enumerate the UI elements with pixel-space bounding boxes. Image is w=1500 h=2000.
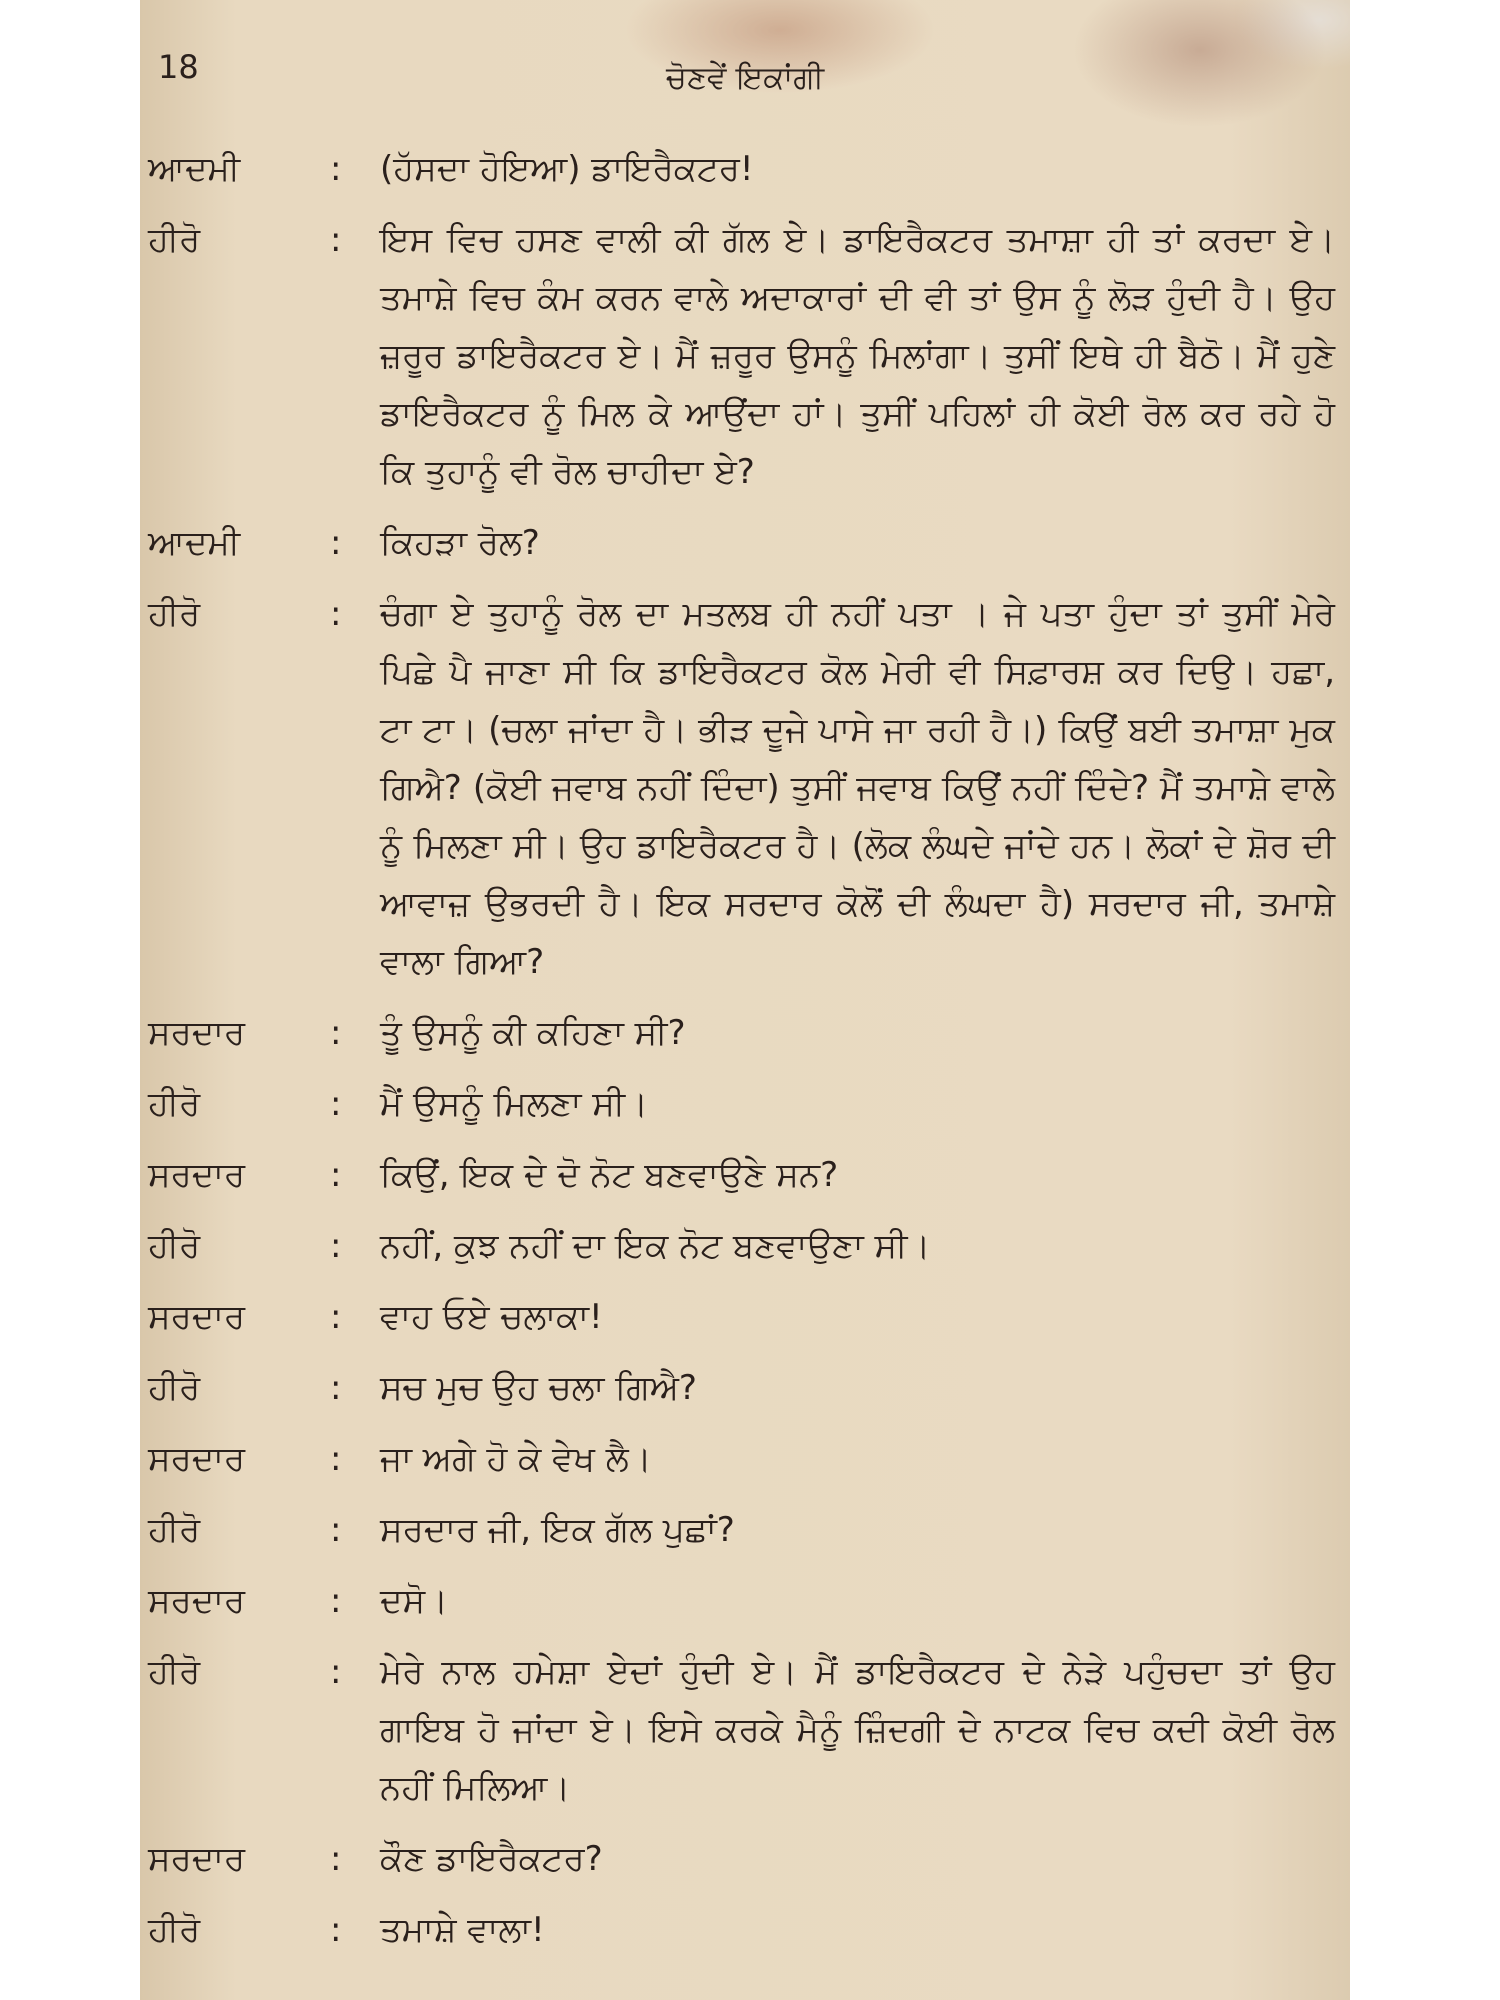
book-page — [140, 0, 1350, 2000]
dialogue-entry — [140, 1430, 1350, 1488]
speech-text: ਸਚ ਮੁਚ ਉਹ ਚਲਾ ਗਿਐ? — [380, 1368, 697, 1408]
separator: : — [330, 1226, 342, 1266]
separator: : — [330, 1084, 342, 1124]
separator: : — [330, 523, 342, 563]
speech-text: ਕੌਣ ਡਾਇਰੈਕਟਰ? — [380, 1839, 603, 1879]
speech-text: ਮੇਰੇ ਨਾਲ ਹਮੇਸ਼ਾ ਏਦਾਂ ਹੁੰਦੀ ਏ। ਮੈਂ ਡਾਇਰੈਕਟਰ ਦੇ ਨੇੜੇ ਪਹੁੰਚਦਾ ਤਾਂ ਉਹ ਗਾਇਬ ਹੋ ਜਾਂਦਾ ਏ। ਇਸੇ ਕਰਕੇ ਮੈਨੂੰ ਜ਼ਿੰਦਗੀ ਦੇ ਨਾਟਕ ਵਿਚ ਕਦੀ ਕੋਈ ਰੋਲ ਨਹੀਂ ਮਿਲਿਆ। — [380, 1652, 1335, 1808]
speech-text: ਤਮਾਸ਼ੇ ਵਾਲਾ! — [380, 1910, 545, 1950]
separator: : — [330, 1155, 342, 1195]
speech-text: ਕਿਉਂ, ਇਕ ਦੇ ਦੋ ਨੋਟ ਬਣਵਾਉਣੇ ਸਨ? — [380, 1155, 839, 1195]
dialogue-entry — [140, 1359, 1350, 1417]
page-number: 18 — [158, 48, 199, 86]
speaker-name: ਸਰਦਾਰ — [148, 1581, 246, 1621]
dialogue-entry — [140, 514, 1350, 572]
speech-text: ਕਿਹੜਾ ਰੋਲ? — [380, 523, 540, 563]
speech-text: ਦਸੋ। — [380, 1581, 449, 1621]
separator: : — [330, 1510, 342, 1550]
page-header — [140, 44, 1350, 100]
speech-text: ਵਾਹ ਓਏ ਚਲਾਕਾ! — [380, 1297, 603, 1337]
speaker-name: ਹੀਰੋ — [148, 1226, 201, 1266]
separator: : — [330, 1013, 342, 1053]
speaker-name: ਹੀਰੋ — [148, 1084, 201, 1124]
speaker-name: ਸਰਦਾਰ — [148, 1839, 246, 1879]
speaker-name: ਹੀਰੋ — [148, 1368, 201, 1408]
dialogue-entry — [140, 585, 1350, 991]
separator: : — [330, 149, 342, 189]
dialogue-list — [140, 140, 1350, 1972]
speaker-name: ਸਰਦਾਰ — [148, 1013, 246, 1053]
separator: : — [330, 1652, 342, 1692]
separator: : — [330, 1297, 342, 1337]
separator: : — [330, 1368, 342, 1408]
speech-text: ਨਹੀਂ, ਕੁਝ ਨਹੀਂ ਦਾ ਇਕ ਨੋਟ ਬਣਵਾਉਣਾ ਸੀ। — [380, 1226, 931, 1266]
speaker-name: ਹੀਰੋ — [148, 1910, 201, 1950]
speech-text: ਮੈਂ ਉਸਨੂੰ ਮਿਲਣਾ ਸੀ। — [380, 1084, 649, 1124]
speaker-name: ਸਰਦਾਰ — [148, 1155, 246, 1195]
dialogue-entry — [140, 1004, 1350, 1062]
dialogue-entry — [140, 140, 1350, 198]
speaker-name: ਹੀਰੋ — [148, 220, 201, 260]
separator: : — [330, 220, 342, 260]
book-title: ਚੋਣਵੇਂ ਇਕਾਂਗੀ — [665, 60, 825, 96]
dialogue-entry — [140, 1572, 1350, 1630]
separator: : — [330, 594, 342, 634]
separator: : — [330, 1910, 342, 1950]
speaker-name: ਸਰਦਾਰ — [148, 1297, 246, 1337]
dialogue-entry — [140, 1217, 1350, 1275]
speaker-name: ਸਰਦਾਰ — [148, 1439, 246, 1479]
dialogue-entry — [140, 1643, 1350, 1817]
speaker-name: ਆਦਮੀ — [148, 149, 241, 189]
speech-text: ਜਾ ਅਗੇ ਹੋ ਕੇ ਵੇਖ ਲੈ। — [380, 1439, 652, 1479]
speech-text: (ਹੱਸਦਾ ਹੋਇਆ) ਡਾਇਰੈਕਟਰ! — [380, 149, 754, 189]
dialogue-entry — [140, 211, 1350, 501]
speech-text: ਇਸ ਵਿਚ ਹਸਣ ਵਾਲੀ ਕੀ ਗੱਲ ਏ। ਡਾਇਰੈਕਟਰ ਤਮਾਸ਼ਾ ਹੀ ਤਾਂ ਕਰਦਾ ਏ। ਤਮਾਸ਼ੇ ਵਿਚ ਕੰਮ ਕਰਨ ਵਾਲੇ ਅਦਾਕਾਰਾਂ ਦੀ ਵੀ ਤਾਂ ਉਸ ਨੂੰ ਲੋੜ ਹੁੰਦੀ ਹੈ। ਉਹ ਜ਼ਰੂਰ ਡਾਇਰੈਕਟਰ ਏ। ਮੈਂ ਜ਼ਰੂਰ ਉਸਨੂੰ ਮਿਲਾਂਗਾ। ਤੁਸੀਂ ਇਥੇ ਹੀ ਬੈਠੋ। ਮੈਂ ਹੁਣੇ ਡਾਇਰੈਕਟਰ ਨੂੰ ਮਿਲ ਕੇ ਆਉਂਦਾ ਹਾਂ। ਤੁਸੀਂ ਪਹਿਲਾਂ ਹੀ ਕੋਈ ਰੋਲ ਕਰ ਰਹੇ ਹੋ ਕਿ ਤੁਹਾਨੂੰ ਵੀ ਰੋਲ ਚਾਹੀਦਾ ਏ? — [380, 220, 1335, 492]
speaker-name: ਹੀਰੋ — [148, 1652, 201, 1692]
dialogue-entry — [140, 1830, 1350, 1888]
dialogue-entry — [140, 1075, 1350, 1133]
separator: : — [330, 1839, 342, 1879]
dialogue-entry — [140, 1901, 1350, 1959]
separator: : — [330, 1581, 342, 1621]
speaker-name: ਆਦਮੀ — [148, 523, 241, 563]
speech-text: ਤੂੰ ਉਸਨੂੰ ਕੀ ਕਹਿਣਾ ਸੀ? — [380, 1013, 686, 1053]
speaker-name: ਹੀਰੋ — [148, 1510, 201, 1550]
separator: : — [330, 1439, 342, 1479]
speech-text: ਚੰਗਾ ਏ ਤੁਹਾਨੂੰ ਰੋਲ ਦਾ ਮਤਲਬ ਹੀ ਨਹੀਂ ਪਤਾ । ਜੇ ਪਤਾ ਹੁੰਦਾ ਤਾਂ ਤੁਸੀਂ ਮੇਰੇ ਪਿਛੇ ਪੈ ਜਾਣਾ ਸੀ ਕਿ ਡਾਇਰੈਕਟਰ ਕੋਲ ਮੇਰੀ ਵੀ ਸਿਫ਼ਾਰਸ਼ ਕਰ ਦਿਉ। ਹਛਾ, ਟਾ ਟਾ। (ਚਲਾ ਜਾਂਦਾ ਹੈ। ਭੀੜ ਦੂਜੇ ਪਾਸੇ ਜਾ ਰਹੀ ਹੈ।) ਕਿਉਂ ਬਈ ਤਮਾਸ਼ਾ ਮੁਕ ਗਿਐ? (ਕੋਈ ਜਵਾਬ ਨਹੀਂ ਦਿੰਦਾ) ਤੁਸੀਂ ਜਵਾਬ ਕਿਉਂ ਨਹੀਂ ਦਿੰਦੇ? ਮੈਂ ਤਮਾਸ਼ੇ ਵਾਲੇ ਨੂੰ ਮਿਲਣਾ ਸੀ। ਉਹ ਡਾਇਰੈਕਟਰ ਹੈ। (ਲੋਕ ਲੰਘਦੇ ਜਾਂਦੇ ਹਨ। ਲੋਕਾਂ ਦੇ ਸ਼ੋਰ ਦੀ ਆਵਾਜ਼ ਉਭਰਦੀ ਹੈ। ਇਕ ਸਰਦਾਰ ਕੋਲੋਂ ਦੀ ਲੰਘਦਾ ਹੈ) ਸਰਦਾਰ ਜੀ, ਤਮਾਸ਼ੇ ਵਾਲਾ ਗਿਆ? — [380, 594, 1335, 982]
dialogue-entry — [140, 1501, 1350, 1559]
speaker-name: ਹੀਰੋ — [148, 594, 201, 634]
speech-text: ਸਰਦਾਰ ਜੀ, ਇਕ ਗੱਲ ਪੁਛਾਂ? — [380, 1510, 735, 1550]
dialogue-entry — [140, 1288, 1350, 1346]
dialogue-entry — [140, 1146, 1350, 1204]
